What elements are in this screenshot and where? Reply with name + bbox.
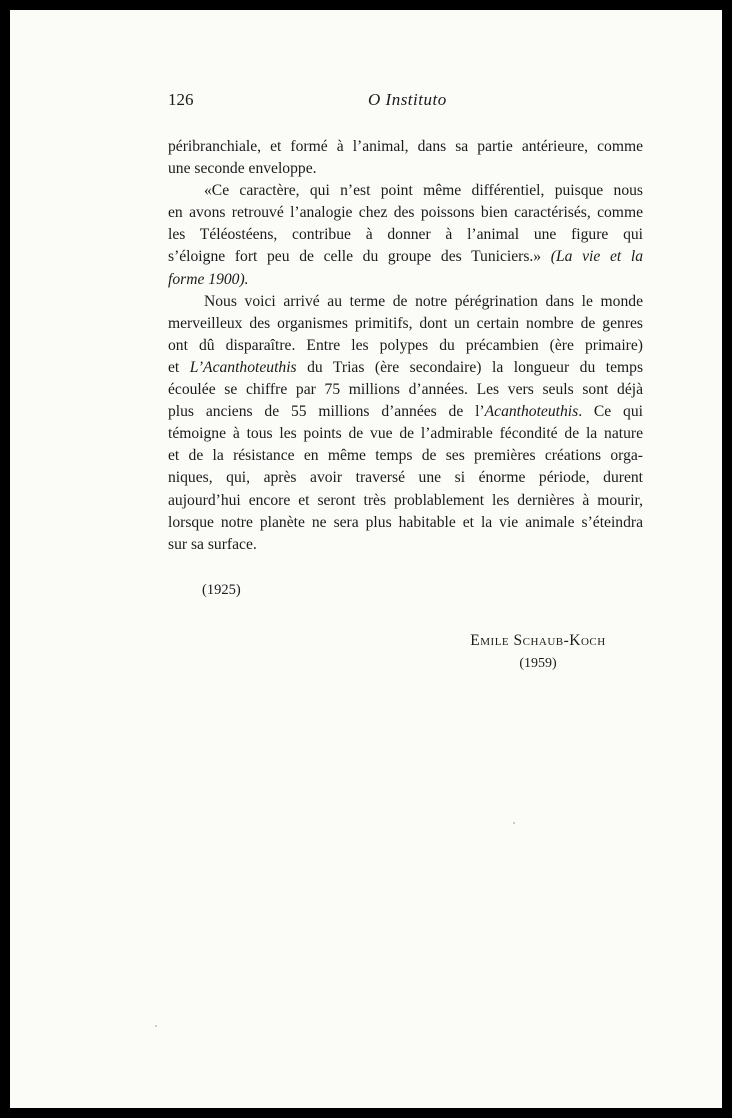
author-year: (1959) xyxy=(519,656,557,671)
line-text: plus anciens de 55 millions d’années de l’ xyxy=(168,403,485,421)
page-header xyxy=(168,90,643,114)
text-line: ont dû disparaître. Entre les polypes du précambien (ère primaire) xyxy=(168,336,643,354)
text-line: péribranchiale, et formé à l’animal, dans sa partie antérieure, comme xyxy=(168,138,643,155)
italic-text: Acanthoteuthis xyxy=(484,403,579,421)
body-text xyxy=(168,136,643,556)
italic-text: (La vie et la xyxy=(550,248,644,266)
text-line: sur sa surface. xyxy=(168,535,257,553)
signature-block xyxy=(438,632,638,672)
author-name: Emile Schaub-Koch xyxy=(470,632,606,649)
text-line: écoulée se chiffre par 75 millions d’années. Les vers seuls sont déjà xyxy=(168,381,643,399)
text-line: aujourd’hui encore et seront très problablement les dernières à mourir, xyxy=(168,491,643,509)
line-text: s’éloigne fort peu de celle du groupe des Tuniciers.» xyxy=(168,248,551,266)
page-number: 126 xyxy=(168,90,194,109)
text-line: les Téléostéens, contribue à donner à l’animal une figure qui xyxy=(168,226,643,244)
text-line: «Ce caractère, qui n’est point même différentiel, puisque nous xyxy=(204,182,643,200)
text-line: témoigne à tous les points de vue de l’admirable fécondité de la nature xyxy=(168,425,643,443)
text-line xyxy=(168,246,643,268)
date-line: (1925) xyxy=(202,582,241,598)
line-text: . Ce qui xyxy=(578,403,643,421)
text-line xyxy=(168,269,643,291)
text-line: lorsque notre planète ne sera plus habitable et la vie animale s’éteindra xyxy=(168,513,643,531)
document-page xyxy=(10,10,722,1108)
scan-speck xyxy=(513,822,515,824)
text-line: merveilleux des organismes primitifs, dont un certain nombre de genres xyxy=(168,314,643,332)
text-line: une seconde enveloppe. xyxy=(168,160,317,178)
text-line: Nous voici arrivé au terme de notre pérégrination dans le monde xyxy=(204,292,643,310)
italic-text: forme 1900). xyxy=(168,270,249,288)
journal-title: O Instituto xyxy=(368,90,447,109)
italic-text: L’Acanthoteuthis xyxy=(189,358,297,376)
text-line: en avons retrouvé l’analogie chez des poissons bien caractérisés, comme xyxy=(168,204,643,222)
text-line xyxy=(168,357,643,379)
text-line xyxy=(168,401,643,423)
scan-speck xyxy=(155,1025,157,1027)
text-line: niques, qui, après avoir traversé une si énorme période, durent xyxy=(168,469,643,487)
line-text: du Trias (ère secondaire) la longueur du temps xyxy=(296,358,644,376)
line-text: et xyxy=(168,358,190,376)
text-line: et de la résistance en même temps de ses premières créations orga- xyxy=(168,447,643,465)
